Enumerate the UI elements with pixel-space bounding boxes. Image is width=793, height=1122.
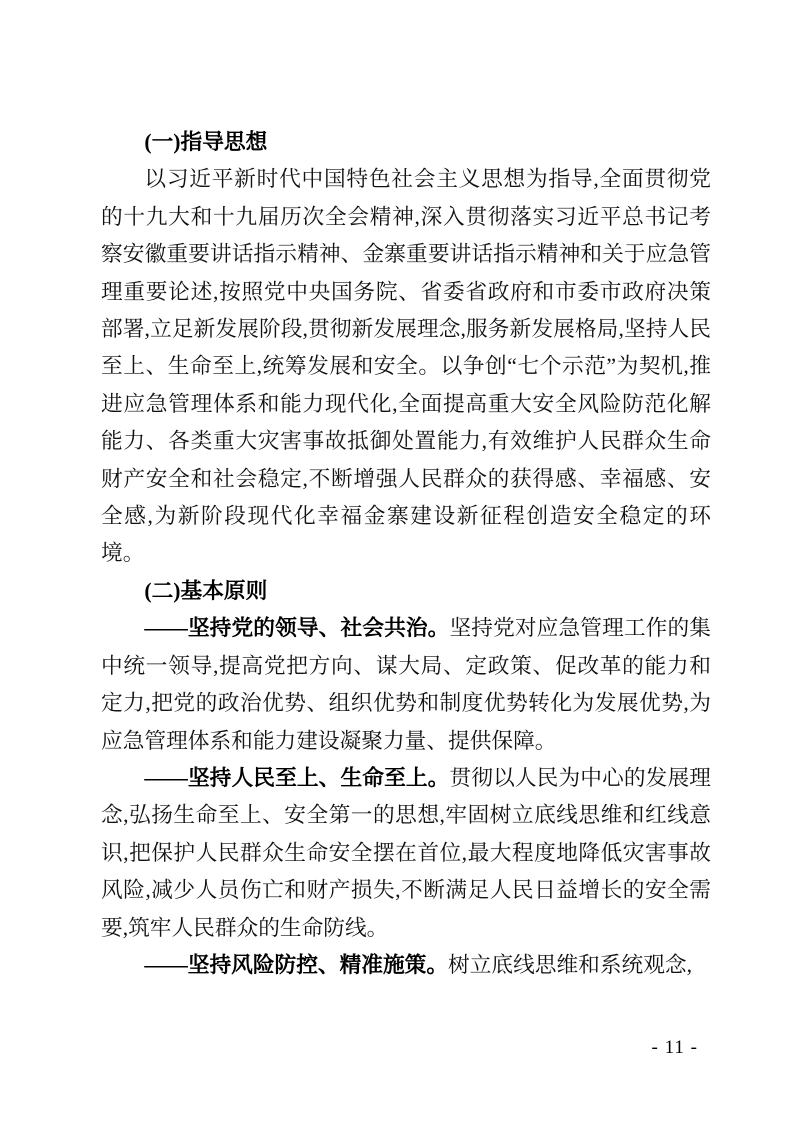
document-body xyxy=(101,124,711,984)
paragraph-bold-lead: ——坚持人民至上、生命至上。 xyxy=(144,765,450,790)
section-heading: (一)指导思想 xyxy=(144,130,268,154)
section-heading: (二)基本原则 xyxy=(144,578,268,603)
body-paragraph: ——坚持风险防控、精准施策。树立底线思维和系统观念, xyxy=(144,952,693,977)
body-paragraph: ——坚持党的领导、社会共治。坚持党对应急管理工作的集中统一领导,提高党把方向、谋大局、定政策、促改革的能力和定力,把党的政治优势、组织优势和制度优势转化为发展优势,为应急管理体系和能力建设凝聚力量、提供保障。 xyxy=(101,616,711,753)
page-number: - 11 - xyxy=(651,1037,698,1058)
body-paragraph: ——坚持人民至上、生命至上。贯彻以人民为中心的发展理念,弘扬生命至上、安全第一的思想,牢固树立底线思维和红线意识,把保护人民群众生命安全摆在首位,最大程度地降低灾害事故风险,减少人员伤亡和财产损失,不断满足人民日益增长的安全需要,筑牢人民群众的生命防线。 xyxy=(101,765,711,940)
paragraph-bold-lead: ——坚持党的领导、社会共治。 xyxy=(144,616,450,641)
body-paragraph: 以习近平新时代中国特色社会主义思想为指导,全面贯彻党的十九大和十九届历次全会精神,深入贯彻落实习近平总书记考察安徽重要讲话指示精神、金寨重要讲话指示精神和关于应急管理重要论述,按照党中央国务院、省委省政府和市委市政府决策部署,立足新发展阶段,贯彻新发展理念,服务新发展格局,坚持人民至上、生命至上,统筹发展和安全。以争创“七个示范”为契机,推进应急管理体系和能力现代化,全面提高重大安全风险防范化解能力、各类重大灾害事故抵御处置能力,有效维护人民群众生命财产安全和社会稳定,不断增强人民群众的获得感、幸福感、安全感,为新阶段现代化幸福金寨建设新征程创造安全稳定的环境。 xyxy=(101,167,711,566)
paragraph-bold-lead: ——坚持风险防控、精准施策。 xyxy=(144,952,449,977)
